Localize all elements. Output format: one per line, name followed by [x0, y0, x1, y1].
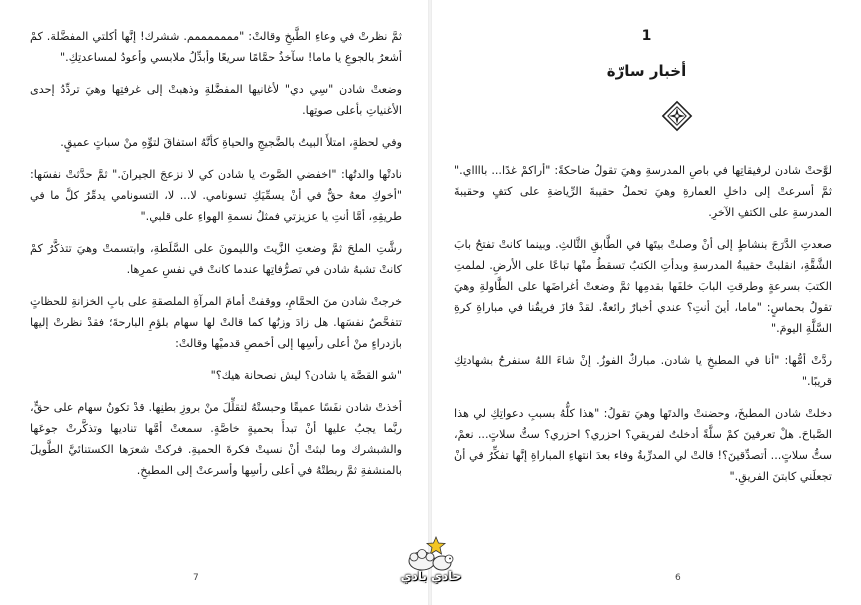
publisher-logo [396, 535, 466, 601]
paragraph: نادتْها والدتُها: "اخفضي الصَّوتَ يا شادن كي لا نزعجَ الجيرانَ." ثمَّ حدَّثتْ نفسَها: "أخوكِ معهُ حقٌّ في أنْ يسمِّيَكِ تسونامي. لا... لا، التسونامي يدمِّرُ كلَّ ما في طريقِهِ، أمَّا أنتِ يا عزيزتي فمثلُ نسمةِ الهواءِ على قلبي." [30, 168, 402, 223]
chapter-number: 1 [641, 28, 652, 44]
paragraph: ثمَّ نظرتْ في وعاءِ الطَّبخِ وقالتْ: "مممممممم. ششرك! إنَّها أكلتي المفضَّلة. كمْ أشعرُ بالجوعِ يا ماما! سآخذُ حمَّامًا سريعًا وأبدِّلُ ملابسي وأعودُ لمساعدتِكِ." [30, 30, 402, 64]
left-page-text [30, 26, 402, 492]
diamond-flower-ornament-icon [661, 100, 693, 132]
paragraph: خرجتْ شادن منَ الحمَّامِ، ووقفتْ أمامَ المرآةِ الملصقةِ على بابِ الخزانةِ للحظاتٍ تتفحَّصُ نفسَها. هل زادَ وزنُها كما قالتْ لها سهام بلؤمِ البارحةَ؛ فقدْ نظرتْ إليها بازدراءٍ منْ أعلى رأسِها إلى أخمصِ قدميْها وقالتْ: [30, 295, 402, 350]
paragraph: صعدتِ الدَّرَجَ بنشاطٍ إلى أنْ وصلتْ بيتَها في الطَّابقِ الثَّالثِ. وبينما كانتْ تفتحُ بابَ الشَّقَّةِ، انقلبتْ حقيبةُ المدرسةِ وبدأتِ الكتبُ تسقطُ منْها تباعًا على الأرضِ. لملمتِ الكتبَ بسرعةٍ وطرقتِ البابَ خلفَها بقدمِها ثمَّ وضعتْ أغراضَها على الطَّاولةِ وهيَ تقولُ بحماسٍ: "ماما، أينَ أنتِ؟ عندي أخبارٌ رائعةٌ. لقدْ فازَ فريقُنا في مباراةِ كرةِ السَّلَّةِ اليومَ." [454, 238, 832, 335]
paragraph: أخذتْ شادن نفَسًا عميقًا وحبستْهُ لتقلِّلَ منْ بروزِ بطنِها. قدْ تكونُ سهام على حقٍّ، ربَّما يجبُ عليها أنْ تبدأَ بحميةٍ خاصَّةٍ. سمعتْ أمَّها تناديها وتذكَّرتْ جوعَها والشبشرك وما لبثتْ أنْ نسيتْ فكرةَ الحميةِ. فركتْ شعرَها الكستنائيَّ الطَّويلَ بالمنشفةِ ثمَّ ربطتْهُ في أعلى رأسِها وأسرعتْ إلى المطبخِ. [30, 401, 402, 477]
paragraph: رشَّتِ الملحَ ثمَّ وضعتِ الزَّيتَ والليمونَ على السَّلَطةِ، وابتسمتْ وهيَ تتذكَّرُ كمْ كانتْ تشبهُ شادن في تصرُّفاتِها عندما كانتْ في نفسِ عمرِها. [30, 242, 402, 276]
paragraph: لوَّحتْ شادن لرفيقاتِها في باصِ المدرسةِ وهيَ تقولُ ضاحكةً: "أراكمْ غدًا... بااااي." ثمَّ أسرعتْ إلى داخلِ العمارةِ وهيَ تحملُ حقيبةَ الرِّياضةِ على كتفٍ وحقيبةَ المدرسةِ على الكتفِ الآخرِ. [454, 164, 832, 219]
right-page-text [454, 160, 832, 498]
paragraph: دخلتْ شادن المطبخَ، وحضنتْ والدتَها وهيَ تقولُ: "هذا كلُّهُ بسببِ دعواتِكِ لي هذا الصَّباحَ. هلْ تعرفينَ كمْ سلَّةً أدخلتُ لفريقي؟ احزري؟ احزري؟ ستُّ سلاتٍ... نعمْ، ستُّ سلاتٍ... أتصدِّقينَ؟! قالتْ لي المدرِّبةُ وفاء بعدَ انتهاءِ المباراةِ إنَّها تفكِّرُ في أنْ تجعلَني كابتنَ الفريقِ." [454, 407, 832, 483]
page-number: 6 [675, 573, 681, 583]
paragraph: وضعتْ شادن "سِي دي" لأغانيها المفضَّلةِ وذهبتْ إلى غرفتِها وهيَ تردِّدُ إحدى الأغنياتِ بأعلى صوتِها. [30, 83, 402, 117]
paragraph: ردَّتْ أمُّها: "أنا في المطبخِ يا شادن. مباركٌ الفوزُ. إنْ شاءَ اللهُ سنفرحُ بشهادتِكِ قريبًا." [454, 354, 832, 388]
chapter-title: أخبار سارّة [606, 62, 687, 80]
paragraph: "شو القصَّة يا شادن؟ ليش نصحانة هيك؟" [210, 369, 402, 382]
logo-text: حادي بادي [400, 569, 462, 583]
right-page [432, 0, 861, 605]
left-page [0, 0, 428, 605]
paragraph: وفي لحظةٍ، امتلأَ البيتُ بالضَّجيجِ والحياةِ كأنَّهُ استفاقَ لتوِّهِ منْ سباتٍ عميقٍ. [60, 136, 402, 149]
page-number: 7 [193, 573, 199, 583]
